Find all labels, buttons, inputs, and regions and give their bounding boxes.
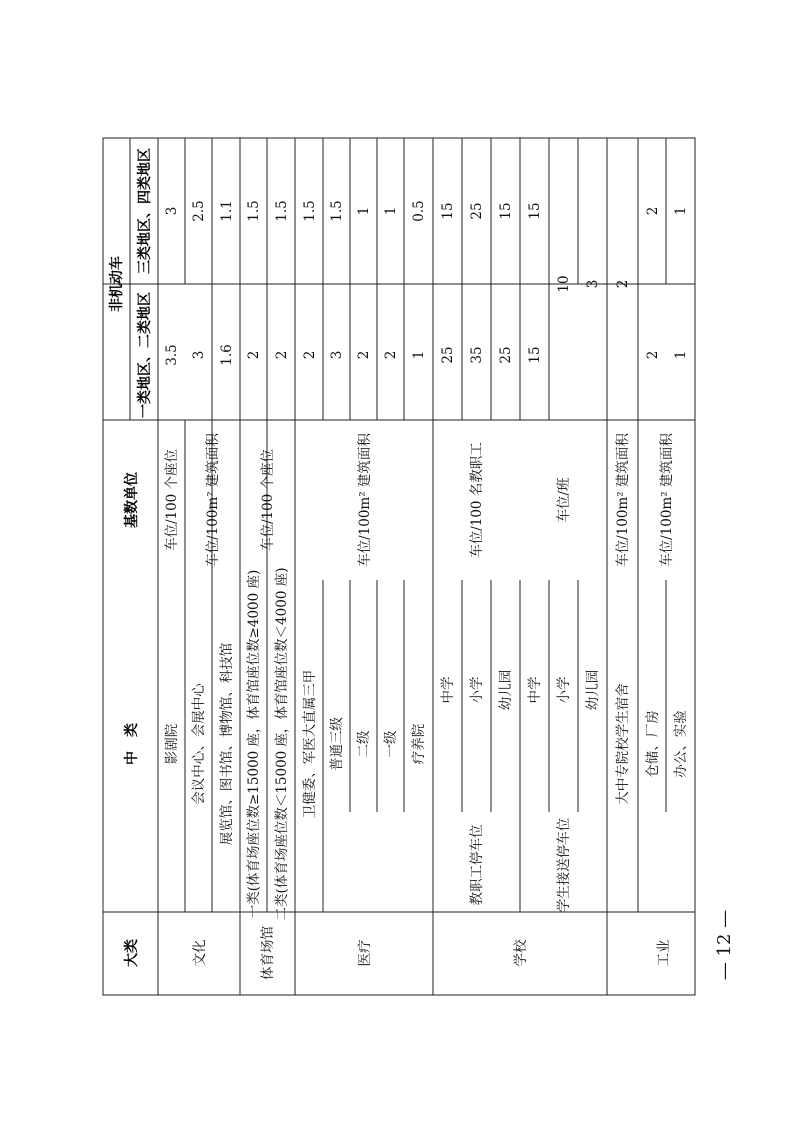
sports1-v12: 2 bbox=[246, 350, 262, 360]
row-sports1-name: 一类(体育场座位数≥15000 座，体育馆座位数≥4000 座) bbox=[246, 569, 262, 919]
header-category: 大类 bbox=[124, 939, 140, 967]
med-level1-v12: 2 bbox=[383, 350, 399, 360]
unit-culture: 车位/100m² 建筑面积 bbox=[205, 433, 221, 567]
pickup-middle-v12: 15 bbox=[527, 346, 543, 364]
row-staff-middle-name: 中学 bbox=[440, 676, 456, 704]
med-sanatorium-v34: 0.5 bbox=[411, 200, 427, 222]
row-staff-kinder-name: 幼儿园 bbox=[498, 669, 514, 711]
med-top-v34: 1.5 bbox=[302, 200, 318, 222]
staff-primary-v34: 25 bbox=[469, 202, 485, 220]
theater-v12: 3.5 bbox=[164, 344, 180, 366]
staff-kinder-v12: 25 bbox=[498, 346, 514, 364]
med-level2-v12: 2 bbox=[356, 350, 372, 360]
unit-dorm: 车位/100m² 建筑面积 bbox=[615, 433, 631, 567]
row-med-sanatorium-name: 疗养院 bbox=[411, 723, 427, 765]
unit-industry: 车位/100m² 建筑面积 bbox=[659, 433, 675, 567]
row-pickup-kinder-name: 幼儿园 bbox=[585, 669, 601, 711]
exhibition-v12: 1.6 bbox=[219, 344, 235, 366]
row-theater-name: 影剧院 bbox=[164, 723, 180, 765]
office-lab-v34: 1 bbox=[673, 206, 689, 216]
staff-primary-v12: 35 bbox=[469, 346, 485, 364]
unit-theater: 车位/100 个座位 bbox=[164, 448, 180, 552]
row-pickup-middle-name: 中学 bbox=[527, 676, 543, 704]
sports2-v34: 1.5 bbox=[274, 200, 290, 222]
table-border bbox=[103, 138, 695, 995]
group-sports: 体育场馆 bbox=[260, 926, 276, 980]
warehouse-v12: 2 bbox=[645, 350, 661, 360]
staff-middle-v12: 25 bbox=[440, 346, 456, 364]
med-normal3-v34: 1.5 bbox=[329, 200, 345, 222]
row-warehouse-name: 仓储、厂房 bbox=[645, 710, 661, 778]
office-lab-v12: 1 bbox=[673, 350, 689, 360]
sports1-v34: 1.5 bbox=[246, 200, 262, 222]
header-unit: 基数单位 bbox=[124, 472, 140, 528]
subcategory-column bbox=[163, 568, 689, 921]
unit-staff: 车位/100 名教职工 bbox=[469, 442, 485, 558]
row-office-lab-name: 办公、实验 bbox=[673, 710, 689, 778]
med-top-v12: 2 bbox=[302, 350, 318, 360]
conference-v34: 2.5 bbox=[191, 200, 207, 222]
row-sports2-name: 二类(体育场座位数＜15000 座，体育馆座位数＜4000 座) bbox=[274, 567, 290, 921]
group-school: 学校 bbox=[513, 939, 529, 967]
med-normal3-v12: 3 bbox=[329, 350, 345, 360]
row-med-level2-name: 二级 bbox=[356, 730, 372, 758]
med-sanatorium-v12: 1 bbox=[411, 350, 427, 360]
row-staff-primary-name: 小学 bbox=[469, 676, 485, 704]
row-exhibition-name: 展览馆、图书馆、博物馆、科技馆 bbox=[219, 642, 235, 846]
group-labels bbox=[192, 926, 672, 980]
pickup-kinder-value: 3 bbox=[585, 279, 601, 289]
group-culture: 文化 bbox=[192, 939, 208, 967]
group-medical: 医疗 bbox=[357, 939, 373, 967]
pickup-middle-v34: 15 bbox=[527, 202, 543, 220]
dorm-value: 2 bbox=[615, 279, 631, 289]
staff-kinder-v34: 15 bbox=[498, 202, 514, 220]
unit-sports: 车位/100 个座位 bbox=[260, 448, 276, 552]
unit-medical: 车位/100m² 建筑面积 bbox=[357, 433, 373, 567]
warehouse-v34: 2 bbox=[645, 206, 661, 216]
pickup-primary-value: 10 bbox=[556, 275, 572, 293]
theater-v34: 3 bbox=[164, 206, 180, 216]
unit-pickup: 车位/班 bbox=[556, 477, 572, 523]
header-zone-34: 三类地区、四类地区 bbox=[137, 148, 153, 274]
pickup-parking-label: 学生接送停车位 bbox=[556, 817, 572, 913]
conference-v12: 3 bbox=[191, 350, 207, 360]
exhibition-v34: 1.1 bbox=[219, 200, 235, 222]
value-columns bbox=[164, 200, 689, 365]
row-conference-name: 会议中心、会展中心 bbox=[191, 683, 207, 805]
staff-middle-v34: 15 bbox=[440, 202, 456, 220]
header-non-motor: 非机动车 bbox=[109, 256, 125, 312]
sports2-v12: 2 bbox=[274, 350, 290, 360]
unit-column bbox=[164, 433, 675, 567]
med-level2-v34: 1 bbox=[356, 206, 372, 216]
group-industry: 工业 bbox=[656, 939, 672, 967]
table-grid bbox=[103, 138, 695, 995]
header-subcategory: 中 类 bbox=[124, 723, 140, 765]
row-med-level1-name: 一级 bbox=[383, 730, 399, 758]
staff-parking-label: 教职工停车位 bbox=[469, 824, 485, 906]
row-pickup-primary-name: 小学 bbox=[556, 676, 572, 704]
row-med-normal3-name: 普通三级 bbox=[329, 717, 345, 771]
row-med-top-name: 卫健委、军医大直属三甲 bbox=[302, 669, 318, 819]
header-zone-12: 一类地区、二类地区 bbox=[137, 292, 153, 418]
med-level1-v34: 1 bbox=[383, 206, 399, 216]
page-number: — 12 — bbox=[714, 909, 735, 981]
row-dorm-name: 大中专院校学生宿舍 bbox=[615, 683, 631, 805]
